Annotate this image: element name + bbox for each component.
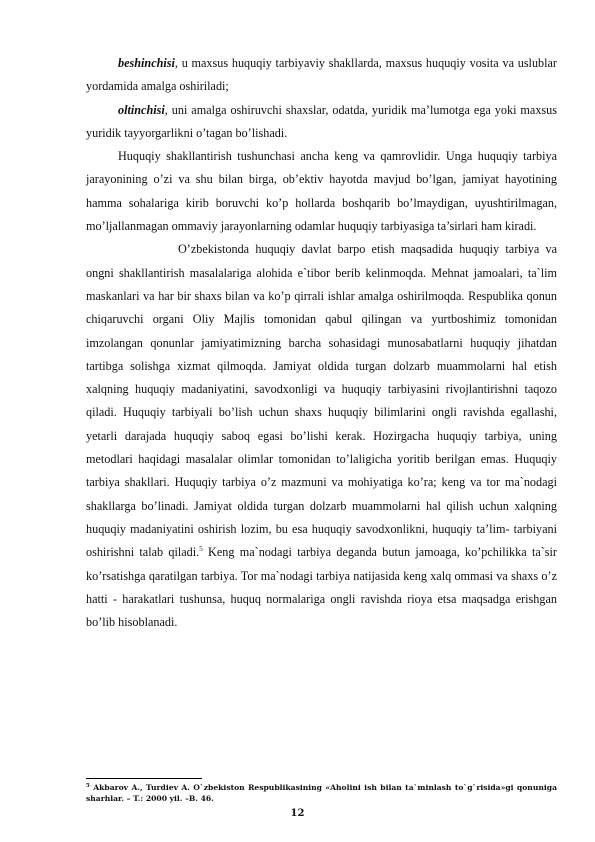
- paragraph-text: , uni amalga oshiruvchi shaxslar, odatda, yuridik ma’lumotga ega yoki maxsus yuridik tayyorgarlikni o’tagan bo’lishadi.: [86, 102, 557, 140]
- footnote-number: 5: [86, 783, 90, 789]
- paragraph-sixth-feature: [86, 99, 557, 146]
- page-number: 12: [290, 808, 305, 819]
- paragraph-legal-formation: Huquqiy shakllantirish tushunchasi ancha keng va qamrovlidir. Unga huquqiy tarbiya jarayonining o’zi va shu bilan birga, ob’ektiv hayotda mavjud bo’lgan, jamiyat hayotining hamma sohalariga kirib boruvchi ko’p hollarda boshqarib bo’lmaydigan, uyushtirilmagan, mo’ljallanmagan ommaviy jarayonlarning odamlar huquqiy tarbiyasiga ta’sirlari ham kiradi.: [86, 149, 557, 234]
- term-oltinchisi: oltinchisi: [118, 102, 165, 117]
- footnote: [86, 782, 557, 804]
- paragraph-text: , u maxsus huquqiy tarbiyaviy shakllarda, maxsus huquqiy vosita va uslublar yordamida amalga oshiriladi;: [86, 56, 557, 94]
- paragraph-text: O’zbekistonda huquqiy davlat barpo etish maqsadida huquqiy tarbiya va ongni shakllantirish masalalariga alohida e`tibor berib kelinmoqda. Mehnat jamoalari, ta`lim maskanlari va har bir shaxs bilan va ko’p qirrali ishlar amalga oshirilmoqda. Respublika qonun chiqaruvchi organi Oliy Majlis tomonidan qabul qilingan va yurtboshimiz tomonidan imzolangan qonunlar jamiyatimizning barcha sohasidagi munosabatlarni huquqiy jihatdan tartibga solishga xizmat qilmoqda. Jamiyat oldida turgan dolzarb muammolarni hal etish xalqning huquqiy madaniyatini, savodxonligi va huquqiy tarbiyasini rivojlantirishni taqozo qiladi. Huquqiy tarbiyali bo’lish uchun shaxs huquqiy bilimlarini ongli ravishda egallashi, yetarli darajada huquqiy saboq egasi bo’lishi kerak. Hozirgacha huquqiy tarbiya, uning metodlari haqidagi masalalar olimlar tomonidan to’laligicha yoritib berilgan emas. Huquqiy tarbiya shakllari. Huquqiy tarbiya o’z mazmuni va mohiyatiga ko’ra; keng va tor ma`nodagi shakllarga bo’linadi. Jamiyat oldida turgan dolzarb muammolarni hal qilish uchun xalqning huquqiy madaniyatini oshirish lozim, bu esa huquqiy savodxonlikni, huquqiy ta’lim- tarbiyani oshirishni talab qiladi.: [86, 242, 557, 560]
- paragraph-fifth-feature: [86, 52, 557, 99]
- paragraph-uzbekistan-legal-education: [86, 238, 557, 634]
- footnote-reference[interactable]: 5: [199, 545, 203, 554]
- term-beshinchisi: beshinchisi: [118, 56, 175, 70]
- paragraph-text: Keng ma`nodagi tarbiya deganda butun jamoaga, ko’pchilikka ta`sir ko’rsatishga qaratilgan tarbiya. Tor ma`nodagi tarbiya natijasida keng xalq ommasi va shaxs o’z hatti - harakatlari tushunsa, huquq normalariga ongli ravishda rioya etsa maqsadga erishgan bo’lib hisoblanadi.: [86, 545, 557, 630]
- body-text: [86, 52, 557, 634]
- footnote-divider: [86, 778, 202, 779]
- footnote-text: Akbarov A., Turdiev A. O`zbekiston Respublikasining «Aholini ish bilan ta`minlash to`g`risida»gi qonuniga sharhlar. – T.: 2000 yil. –B. 46.: [86, 783, 557, 803]
